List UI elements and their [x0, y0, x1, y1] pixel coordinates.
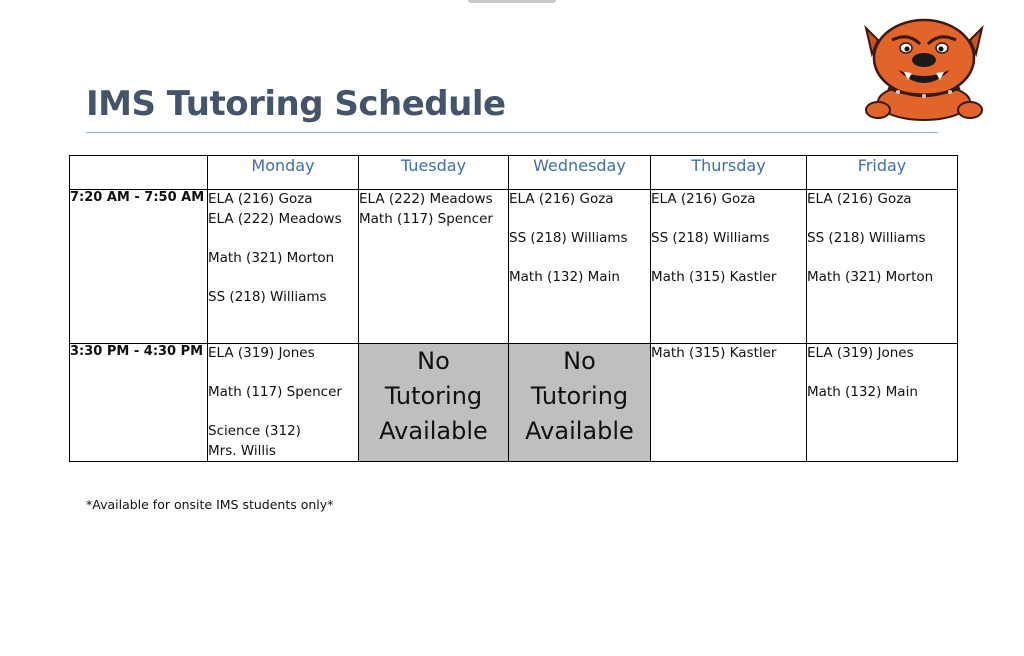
list-item [807, 364, 957, 384]
list-item [208, 268, 358, 288]
cell-afternoon-friday [807, 344, 958, 462]
day-header-thursday: Thursday [651, 156, 807, 190]
list-item [651, 249, 806, 269]
list-item: SS (218) Williams [208, 288, 327, 305]
list-item: Math (132) Main [509, 269, 620, 285]
list-item: ELA (319) Jones [208, 345, 315, 361]
list-item: ELA (216) Goza [208, 191, 313, 207]
list-item: Math (132) Main [807, 384, 918, 400]
list-item [807, 249, 957, 269]
time-slot-morning: 7:20 AM - 7:50 AM [70, 190, 208, 344]
list-item: ELA (222) Meadows [208, 210, 342, 227]
corner-header-cell [70, 156, 208, 190]
list-item: SS (218) Williams [509, 230, 628, 246]
list-item: Math (315) Kastler [651, 269, 777, 285]
list-item: ELA (216) Goza [651, 191, 756, 207]
day-header-wednesday: Wednesday [509, 156, 651, 190]
top-tab-handle [468, 0, 556, 3]
page-title: IMS Tutoring Schedule [86, 84, 506, 124]
cell-afternoon-monday [208, 344, 359, 462]
list-item [208, 403, 358, 423]
list-item: ELA (216) Goza [807, 191, 912, 207]
day-header-monday: Monday [208, 156, 359, 190]
list-item [509, 249, 650, 269]
list-item: SS (218) Williams [651, 230, 770, 246]
cell-morning-thursday [651, 190, 807, 344]
cell-morning-friday [807, 190, 958, 344]
no-tutoring-text: Tutoring [384, 382, 483, 410]
time-slot-afternoon: 3:30 PM - 4:30 PM [70, 344, 208, 462]
list-item: Math (321) Morton [208, 249, 335, 266]
list-item: Math (117) Spencer [359, 210, 493, 227]
list-item: Science (312) [208, 423, 301, 439]
cell-morning-monday [208, 190, 359, 344]
list-item: Math (321) Morton [807, 269, 934, 285]
list-item [651, 210, 806, 230]
no-tutoring-text: Available [525, 417, 634, 445]
header-row [70, 156, 958, 190]
tutoring-schedule-table [69, 155, 958, 462]
no-tutoring-text: Available [379, 417, 488, 445]
no-tutoring-tuesday [359, 344, 509, 462]
day-header-tuesday: Tuesday [359, 156, 509, 190]
list-item [208, 229, 358, 249]
cell-morning-wednesday [509, 190, 651, 344]
table-row-afternoon [70, 344, 958, 462]
list-item: Math (315) Kastler [651, 345, 777, 361]
no-tutoring-text: Tutoring [530, 382, 629, 410]
cell-morning-tuesday [359, 190, 509, 344]
no-tutoring-text: No [417, 347, 450, 375]
list-item: ELA (222) Meadows [359, 191, 493, 207]
list-item [208, 364, 358, 384]
table-row-morning [70, 190, 958, 344]
list-item: SS (218) Williams [807, 230, 926, 246]
list-item: ELA (216) Goza [509, 191, 614, 207]
bulldog-mascot-icon [858, 10, 990, 122]
list-item: ELA (319) Jones [807, 345, 914, 361]
no-tutoring-text: No [563, 347, 596, 375]
day-header-friday: Friday [807, 156, 958, 190]
list-item [807, 210, 957, 230]
cell-afternoon-thursday [651, 344, 807, 462]
footnote: *Available for onsite IMS students only* [86, 497, 334, 512]
list-item: Math (117) Spencer [208, 384, 342, 400]
list-item: Mrs. Willis [208, 442, 276, 459]
no-tutoring-wednesday [509, 344, 651, 462]
title-divider [86, 132, 938, 133]
list-item [509, 210, 650, 230]
